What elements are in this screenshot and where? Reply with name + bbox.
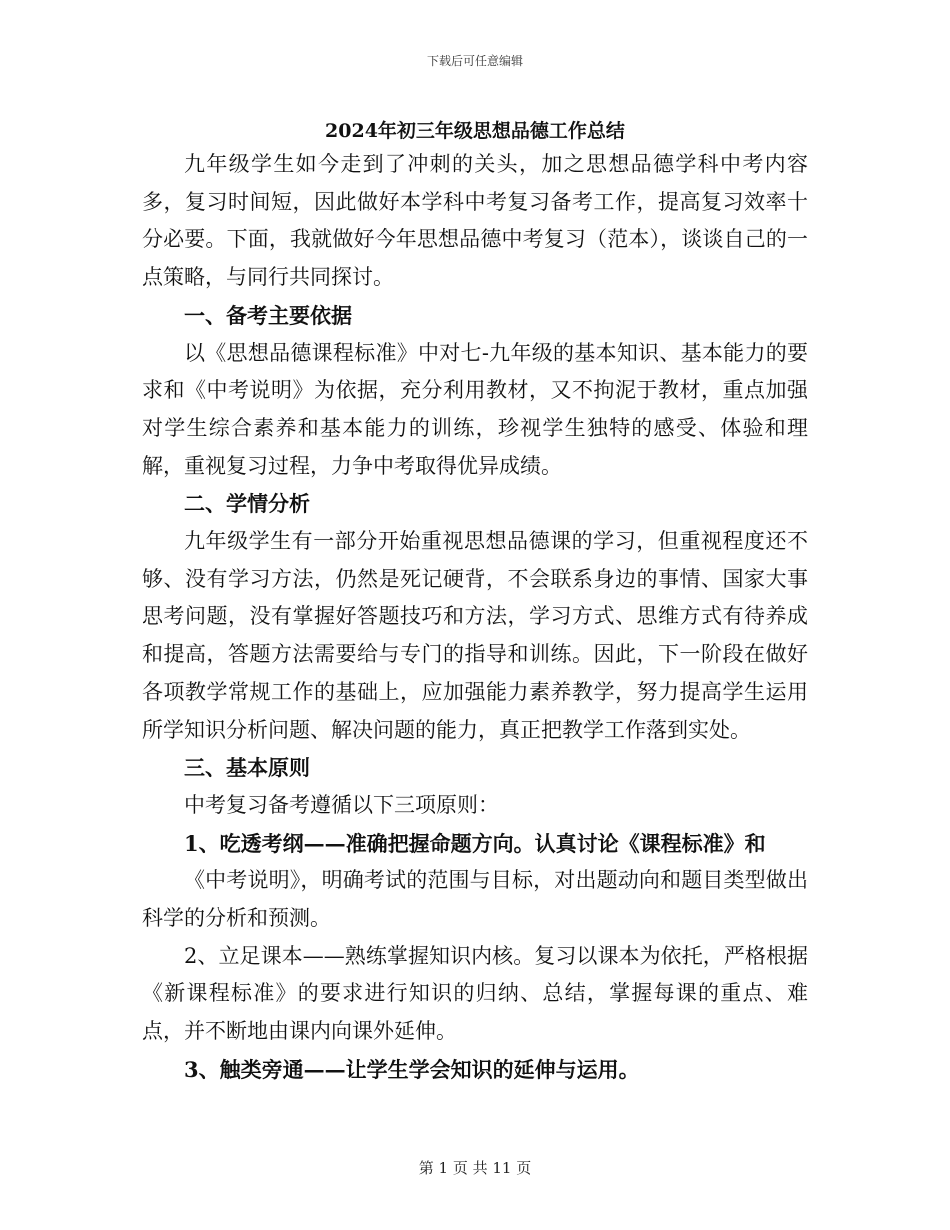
- paragraph-analysis: 九年级学生有一部分开始重视思想品德课的学习，但重视程度还不够、没有学习方法，仍然是死记硬背，不会联系身边的事情、国家大事思考问题，没有掌握好答题技巧和方法，学习方式、思维方式有待养成和提高，答题方法需要给与专门的指导和训练。因此，下一阶段在做好各项教学常规工作的基础上，应加强能力素养教学，努力提高学生运用所学知识分析问题、解决问题的能力，真正把教学工作落到实处。: [142, 529, 808, 742]
- section-heading-basis: 一、备考主要依据: [184, 302, 352, 328]
- paragraph-basis: 以《思想品德课程标准》中对七-九年级的基本知识、基本能力的要求和《中考说明》为依据，充分利用教材，又不拘泥于教材，重点加强对学生综合素养和基本能力的训练，珍视学生独特的感受、体验和理解，重视复习过程，力争中考取得优异成绩。: [142, 340, 808, 478]
- paragraph-intro: 九年级学生如今走到了冲刺的关头，加之思想品德学科中考内容多，复习时间短，因此做好本学科中考复习备考工作，提高复习效率十分必要。下面，我就做好今年思想品德中考复习（范本），谈谈自己的一点策略，与同行共同探讨。: [142, 152, 808, 290]
- principle-1-body: 《中考说明》，明确考试的范围与目标，对出题动向和题目类型做出科学的分析和预测。: [142, 868, 808, 931]
- document-title: 2024年初三年级思想品德工作总结: [325, 120, 625, 142]
- principle-1-heading: 1、吃透考纲——准确把握命题方向。认真讨论《课程标准》和: [184, 830, 766, 856]
- section-heading-principles: 三、基本原则: [184, 755, 310, 781]
- principle-2: 2、立足课本——熟练掌握知识内核。复习以课本为依托，严格根据《新课程标准》的要求进行知识的归纳、总结，掌握每课的重点、难点，并不断地由课内向课外延伸。: [142, 943, 808, 1044]
- principle-3-heading: 3、触类旁通——让学生学会知识的延伸与运用。: [184, 1056, 640, 1082]
- page-footer: 第 1 页 共 11 页: [418, 1159, 532, 1177]
- header-note: 下载后可任意编辑: [426, 54, 523, 68]
- paragraph-principles-intro: 中考复习备考遵循以下三项原则：: [184, 792, 499, 817]
- section-heading-analysis: 二、学情分析: [184, 491, 310, 517]
- document-body: [142, 146, 808, 1089]
